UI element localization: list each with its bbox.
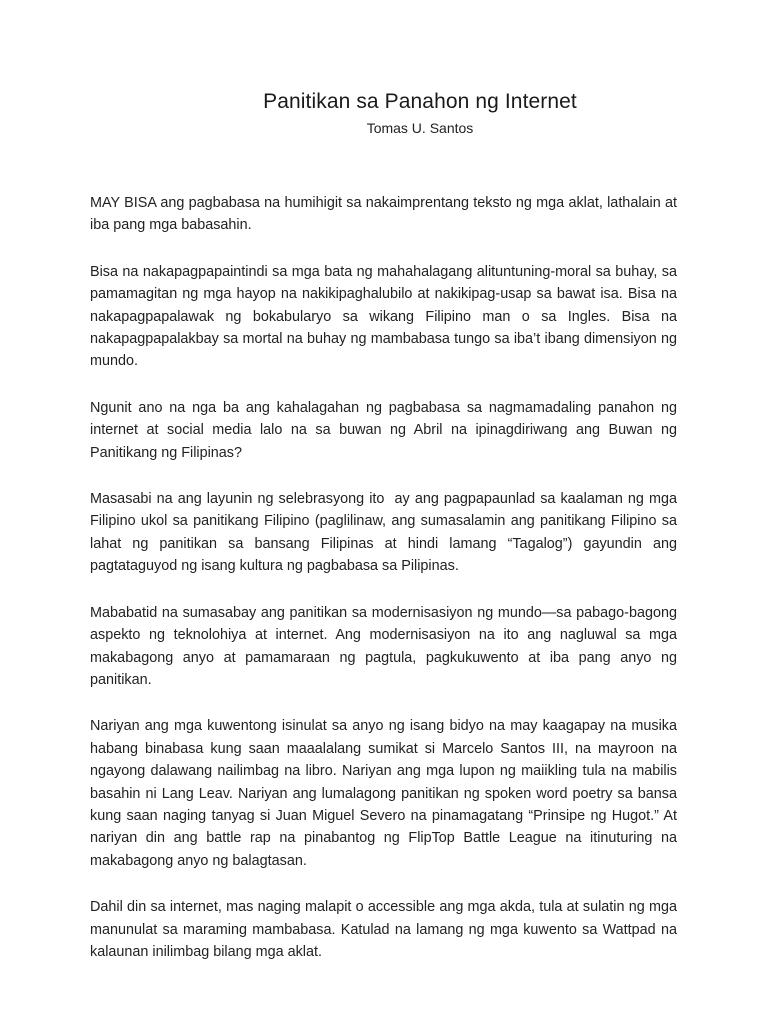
article-author: Tomas U. Santos [366, 120, 474, 136]
article-body [90, 192, 681, 987]
article-title: Panitikan sa Panahon ng Internet [263, 90, 577, 113]
paragraph-1: MAY BISA ang pagbabasa na humihigit sa nakaimprentang teksto ng mga aklat, lathalain at iba pang mga babasahin. [90, 195, 681, 234]
paragraph-5: Mababatid na sumasabay ang panitikan sa modernisasiyon ng mundo—sa pabago-bagong aspekto ng teknolohiya at internet. Ang modernisasiyon na ito ang nagluwal sa mga makabagong anyo at pamamaraan ng pagtula, pagkukuwento at iba pang anyo ng panitikan. [90, 604, 681, 688]
paragraph-4: Masasabi na ang layunin ng selebrasyong ito ay ang pagpapaunlad sa kaalaman ng mga Filipino ukol sa panitikang Filipino (paglilinaw, ang sumasalamin ang panitikang Filipino sa lahat ng panitikan sa bansang Filipinas at hindi lamang “Tagalog”) gayundin ang pagtataguyod ng isang kultura ng pagbabasa sa Pilipinas. [90, 491, 681, 575]
paragraph-3: Ngunit ano na nga ba ang kahalagahan ng pagbabasa sa nagmamadaling panahon ng internet at social media lalo na sa buwan ng Abril na ipinagdiriwang ang Buwan ng Panitikang ng Filipinas? [90, 399, 681, 461]
paragraph-6: Nariyan ang mga kuwentong isinulat sa anyo ng isang bidyo na may kaagapay na musika habang binabasa kung saan maaalalang sumikat si Marcelo Santos III, na mayroon na ngayong dalawang nailimbag na libro. Nariyan ang mga lupon ng maiikling tula na mabilis basahin ni Lang Leav. Nariyan ang lumalagong panitikan ng spoken word poetry sa bansa kung saan naging tanyag si Juan Miguel Severo na pinamagatang “Prinsipe ng Hugot.” At nariyan din ang battle rap na pinabantog ng FlipTop Battle League na itinuturing na makabagong anyo ng balagtasan. [90, 718, 681, 869]
paragraph-2: Bisa na nakapagpapaintindi sa mga bata ng mahahalagang alituntuning-moral sa buhay, sa pamamagitan ng mga hayop na nakikipaghalubilo at nakikipag-usap sa bawat isa. Bisa na nakapagpapalawak ng bokabularyo sa wikang Filipino man o sa Ingles. Bisa na nakapagpapalakbay sa mortal na buhay ng mambabasa tungo sa iba’t ibang dimensiyon ng mundo. [90, 263, 681, 370]
paragraph-7: Dahil din sa internet, mas naging malapit o accessible ang mga akda, tula at sulatin ng mga manunulat sa maraming mambabasa. Katulad na lamang ng mga kuwento sa Wattpad na kalaunan inilimbag bilang mga aklat. [90, 899, 681, 960]
